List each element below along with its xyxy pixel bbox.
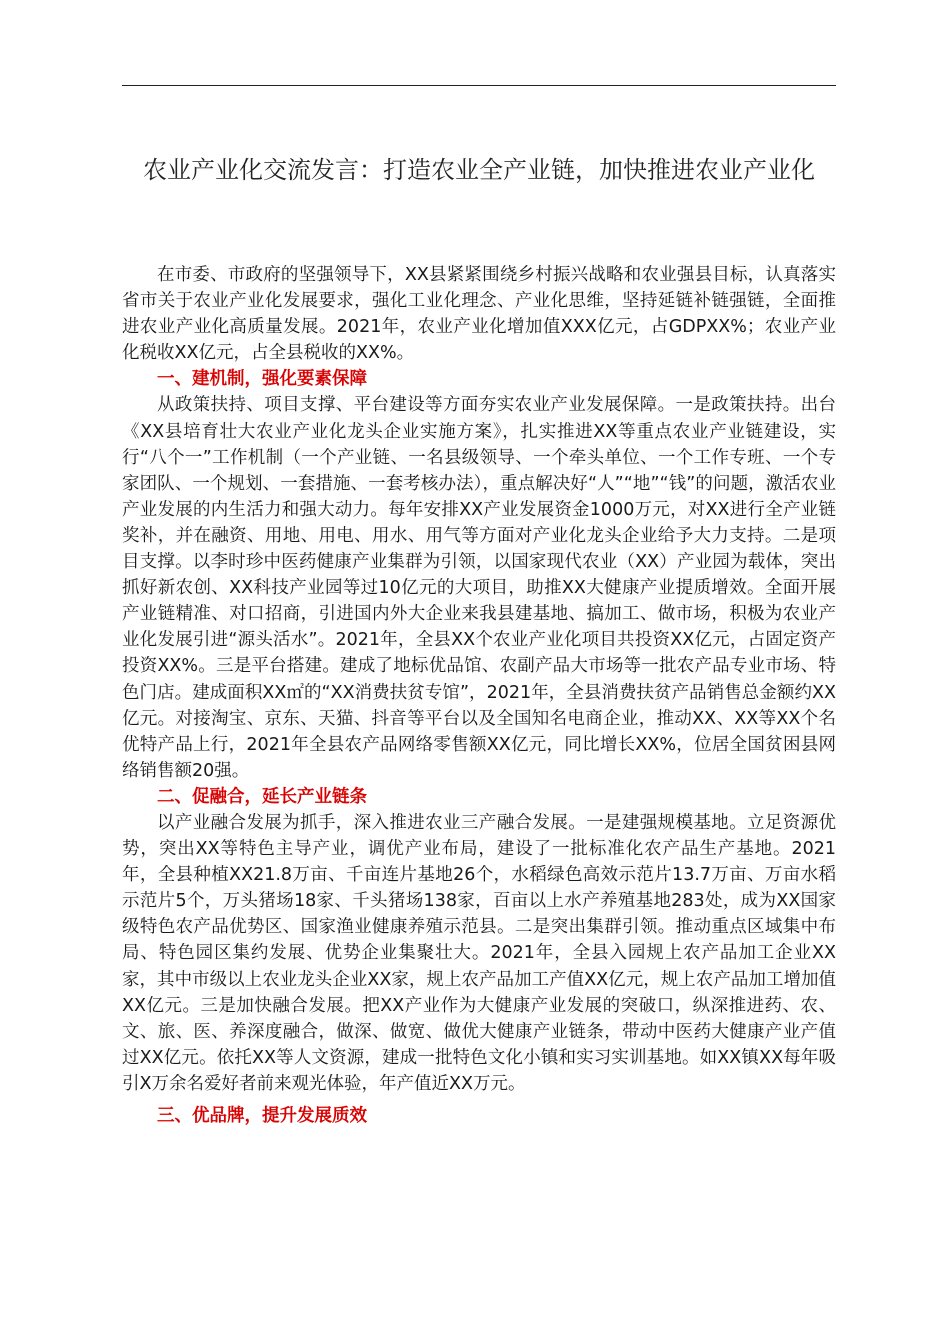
- section-heading-1: 一、建机制，强化要素保障: [157, 369, 367, 390]
- document-body: [122, 262, 836, 1129]
- header-rule: [122, 85, 836, 86]
- section-body-1: 从政策扶持、项目支撑、平台建设等方面夯实农业产业发展保障。一是政策扶持。出台《XX县培育壮大农业产业化龙头企业实施方案》，扎实推进XX等重点农业产业链建设，实行“八个一”工作机制（一个产业链、一名县级领导、一个牵头单位、一个工作专班、一个专家团队、一个规划、一套措施、一套考核办法），重点解决好“人”“地”“钱”的问题，激活农业产业发展的内生活力和强大动力。每年安排XX产业发展资金1000万元，对XX进行全产业链奖补，并在融资、用地、用电、用水、用气等方面对产业化龙头企业给予大力支持。二是项目支撑。以李时珍中医药健康产业集群为引领，以国家现代农业（XX）产业园为载体，突出抓好新农创、XX科技产业园等过10亿元的大项目，助推XX大健康产业提质增效。全面开展产业链精准、对口招商，引进国内外大企业来我县建基地、搞加工、做市场，积极为农业产业化发展引进“源头活水”。2021年，全县XX个农业产业化项目共投资XX亿元，占固定资产投资XX%。三是平台搭建。建成了地标优品馆、农副产品大市场等一批农产品专业市场、特色门店。建成面积XX㎡的“XX消费扶贫专馆”，2021年，全县消费扶贫产品销售总金额约XX亿元。对接淘宝、京东、天猫、抖音等平台以及全国知名电商企业，推动XX、XX等XX个名优特产品上行，2021年全县农产品网络零售额XX亿元，同比增长XX%，位居全国贫困县网络销售额20强。: [122, 395, 836, 781]
- intro-paragraph: 在市委、市政府的坚强领导下，XX县紧紧围绕乡村振兴战略和农业强县目标，认真落实省市关于农业产业化发展要求，强化工业化理念、产业化思维，坚持延链补链强链，全面推进农业产业化高质量发展。2021年，农业产业化增加值XXX亿元，占GDPXX%；农业产业化税收XX亿元，占全县税收的XX%。: [122, 265, 836, 364]
- section-body-2: 以产业融合发展为抓手，深入推进农业三产融合发展。一是建强规模基地。立足资源优势，突出XX等特色主导产业，调优产业布局，建设了一批标准化农产品生产基地。2021年，全县种植XX21.8万亩、千亩连片基地26个，水稻绿色高效示范片13.7万亩、万亩水稻示范片5个，万头猪场18家、千头猪场138家，百亩以上水产养殖基地283处，成为XX国家级特色农产品优势区、国家渔业健康养殖示范县。二是突出集群引领。推动重点区域集中布局、特色园区集约发展、优势企业集聚壮大。2021年，全县入园规上农产品加工企业XX家，其中市级以上农业龙头企业XX家，规上农产品加工产值XX亿元，规上农产品加工增加值XX亿元。三是加快融合发展。把XX产业作为大健康产业发展的突破口，纵深推进药、农、文、旅、医、养深度融合，做深、做宽、做优大健康产业链条，带动中医药大健康产业产值过XX亿元。依托XX等人文资源，建成一批特色文化小镇和实习实训基地。如XX镇XX每年吸引X万余名爱好者前来观光体验，年产值近XX万元。: [122, 812, 836, 1094]
- section-heading-3: 三、优品牌，提升发展质效: [157, 1106, 367, 1126]
- section-heading-2: 二、促融合，延长产业链条: [157, 786, 367, 807]
- document-title: 农业产业化交流发言：打造农业全产业链，加快推进农业产业化: [143, 156, 815, 184]
